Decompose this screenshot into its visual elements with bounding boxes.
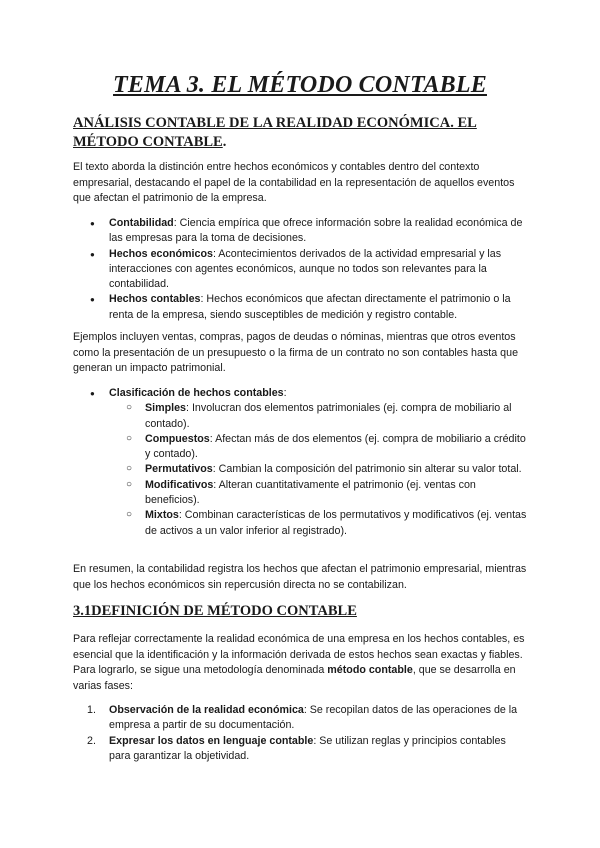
term-hechos-contables: Hechos contables bbox=[109, 293, 201, 306]
list-item bbox=[109, 247, 529, 293]
step-text: : Se utilizan reglas y principios contables para garantizar la objetividad. bbox=[109, 734, 506, 762]
page-title: TEMA 3. EL MÉTODO CONTABLE bbox=[113, 72, 487, 98]
examples-paragraph: Ejemplos incluyen ventas, compras, pagos de deudas o nóminas, mientras que otros eventos como la presentación de un presupuesto o la firma de un contrato no son contables hasta que generan un impacto patrimonial. bbox=[73, 331, 519, 374]
section-heading-text: ANÁLISIS CONTABLE DE LA REALIDAD ECONÓMICA. EL MÉTODO CONTABLE bbox=[73, 115, 477, 150]
summary-paragraph: En resumen, la contabilidad registra los hechos que afectan el patrimonio empresarial, mientras que los hechos económicos sin repercusión directa no se contabilizan. bbox=[73, 563, 527, 591]
list-item bbox=[87, 734, 529, 765]
subsection-heading: 3.1DEFINICIÓN DE MÉTODO CONTABLE bbox=[73, 603, 357, 619]
step-term: Observación de la realidad económica bbox=[109, 704, 304, 716]
method-intro-start: Para reflejar correctamente la realidad económica de una empresa en los hechos contables, es esencial que la identificación y la información derivada de estos hechos sean exactas y fiables. Para lograrlo, se sigue una metodología denominada bbox=[73, 633, 525, 676]
term-contabilidad: Contabilidad bbox=[109, 217, 174, 229]
term-clasificacion: Clasificación de hechos contables bbox=[109, 387, 284, 399]
step-number: 2. bbox=[87, 734, 96, 747]
phases-list bbox=[87, 703, 529, 764]
sublist-item bbox=[145, 462, 529, 477]
definitions-list bbox=[109, 216, 529, 323]
list-item bbox=[109, 292, 529, 323]
definition-text: : Acontecimientos derivados de la actividad empresarial y las interacciones con agentes económicos, aunque no todos son relevantes para la contabilidad. bbox=[109, 247, 502, 291]
list-item bbox=[109, 386, 529, 539]
intro-paragraph: El texto aborda la distinción entre hechos económicos y contables dentro del contexto empresarial, destacando el papel de la contabilidad en la representación de aquellos eventos que afectan el patrimonio de la empresa. bbox=[73, 161, 515, 204]
step-text: : Se recopilan datos de las operaciones de la empresa a partir de su documentación. bbox=[109, 704, 518, 732]
step-term: Expresar los datos en lenguaje contable bbox=[109, 734, 314, 747]
sublist-item bbox=[145, 401, 529, 432]
method-intro-paragraph bbox=[73, 632, 533, 694]
term-permutativos: Permutativos bbox=[145, 463, 213, 476]
method-intro-end: , que se desarrolla en varias fases: bbox=[73, 664, 516, 692]
sub-definition-text: : Involucran dos elementos patrimoniales (ej. compra de mobiliario al contado). bbox=[145, 402, 512, 430]
sublist-item bbox=[145, 508, 529, 539]
term-metodo-contable: método contable bbox=[327, 664, 413, 676]
section-heading-period: . bbox=[222, 134, 227, 150]
step-number: 1. bbox=[87, 704, 96, 716]
section-heading bbox=[73, 114, 533, 152]
term-hechos-economicos: Hechos económicos bbox=[109, 247, 213, 260]
sub-definition-text: : Combinan características de los permutativos y modificativos (ej. ventas de activos a un valor inferior al registrado). bbox=[145, 509, 527, 537]
sublist-item bbox=[145, 478, 529, 509]
sublist-item bbox=[145, 432, 529, 463]
term-compuestos: Compuestos bbox=[145, 432, 210, 445]
term-mixtos: Mixtos bbox=[145, 509, 179, 522]
classification-list bbox=[109, 386, 529, 539]
sub-definition-text: : Cambian la composición del patrimonio sin alterar su valor total. bbox=[212, 463, 522, 476]
sub-definition-text: : Afectan más de dos elementos (ej. compra de mobiliario a crédito y contado). bbox=[145, 432, 526, 461]
classification-sublist bbox=[109, 401, 529, 539]
term-simples: Simples bbox=[145, 402, 186, 415]
classification-suffix: : bbox=[283, 387, 287, 399]
list-item bbox=[87, 703, 529, 734]
term-modificativos: Modificativos bbox=[145, 478, 214, 491]
list-item bbox=[109, 216, 529, 247]
definition-text: : Ciencia empírica que ofrece información sobre la realidad económica de las empresas para la toma de decisiones. bbox=[109, 217, 523, 245]
sub-definition-text: : Alteran cuantitativamente el patrimonio (ej. ventas con beneficios). bbox=[145, 478, 476, 507]
definition-text: : Hechos económicos que afectan directamente el patrimonio o la renta de la empresa, siendo susceptibles de medición y registro contable. bbox=[109, 293, 511, 321]
